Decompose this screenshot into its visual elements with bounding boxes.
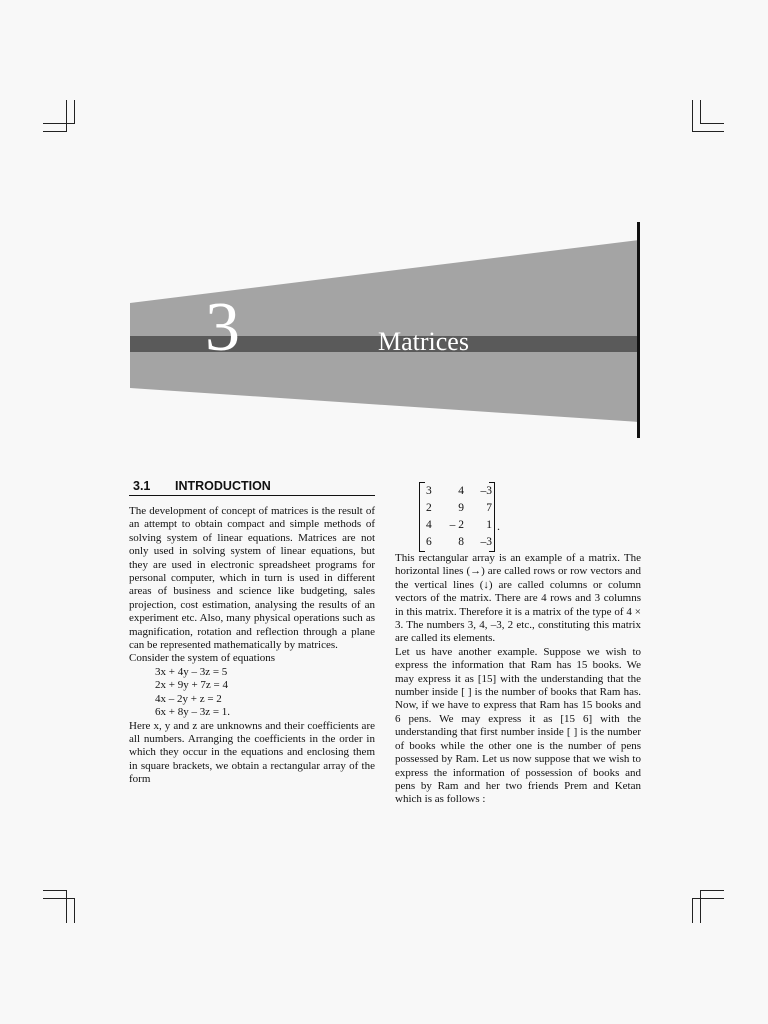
matrix-row <box>423 517 497 534</box>
matrix-cell: 1 <box>486 518 492 531</box>
matrix-cell: 9 <box>458 501 464 514</box>
matrix-table <box>423 483 497 551</box>
equation-1: 3x + 4y – 3z = 5 <box>155 665 228 678</box>
matrix-cell: 4 <box>426 518 432 531</box>
section-heading <box>129 478 375 496</box>
consider-line: Consider the system of equations <box>129 652 276 665</box>
matrix-cell: –3 <box>480 484 492 497</box>
matrix-cell: 7 <box>486 501 492 514</box>
matrix-cell: 8 <box>458 535 464 548</box>
section-number: 3.1 <box>133 479 151 493</box>
matrix-cell: – 2 <box>449 518 464 531</box>
chapter-number: 3 <box>205 289 240 366</box>
coefficients-paragraph: Here x, y and z are unknowns and their coefficients are all numbers. Arranging the coefficients in the order in which they occur in the equations and enclosing them in square brackets, we obtain a rectangular array of the form <box>129 719 375 786</box>
matrix-cell: 6 <box>426 535 432 548</box>
matrix-definition-paragraph: This rectangular array is an example of a matrix. The horizontal lines (→) are called rows or row vectors and the vertical lines (↓) are called columns or column vectors of the matrix. There are 4 rows and 3 columns in this matrix. Therefore it is a matrix of the type of 4 × 3. The numbers 3, 4, –3, 2 etc., constituting this matrix are called its elements. <box>395 552 641 645</box>
matrix-cell: 3 <box>426 484 432 497</box>
equation-4: 6x + 8y – 3z = 1. <box>155 706 231 719</box>
equation-3: 4x – 2y + z = 2 <box>155 692 222 705</box>
matrix-cell: 2 <box>426 501 432 514</box>
matrix-cell: 4 <box>458 484 464 497</box>
intro-paragraph: The development of concept of matrices is the result of an attempt to obtain compact and simple methods of solving system of linear equations. Matrices are not only used in solving system of linear equations, but they are used in electronic spreadsheet programs for personal computer, which in turn is used in different areas of business and science like budgeting, sales projection, cost estimation, analysing the results of an experiment etc. Also, many physical operations such as magnification, rotation and reflection through a plane can be represented mathematically by matrices. <box>129 505 375 652</box>
matrix-row <box>423 534 497 551</box>
matrix-row <box>423 483 497 500</box>
section-title: INTRODUCTION <box>175 479 271 493</box>
matrix-period: . <box>497 519 500 533</box>
equation-2: 2x + 9y + 7z = 4 <box>155 679 228 692</box>
matrix-cell: –3 <box>480 535 492 548</box>
matrix-row <box>423 500 497 517</box>
right-column <box>395 482 641 807</box>
coefficient-matrix <box>419 482 529 552</box>
chapter-title: Matrices <box>378 327 469 356</box>
books-example-paragraph: Let us have another example. Suppose we wish to express the information that Ram has 15 books. We may express it as [15] with the understanding that the number inside [ ] is the number of books that Ram has. Now, if we have to express that Ram has 15 books and 6 pens. We may express it as [15 6] with the understanding that first number inside [ ] is the number of books while the other one is the number of pens possessed by Ram. Let us now suppose that we wish to express the information of possession of books and pens by Ram and her two friends Prem and Ketan which is as follows : <box>395 645 641 806</box>
left-column <box>129 478 375 787</box>
